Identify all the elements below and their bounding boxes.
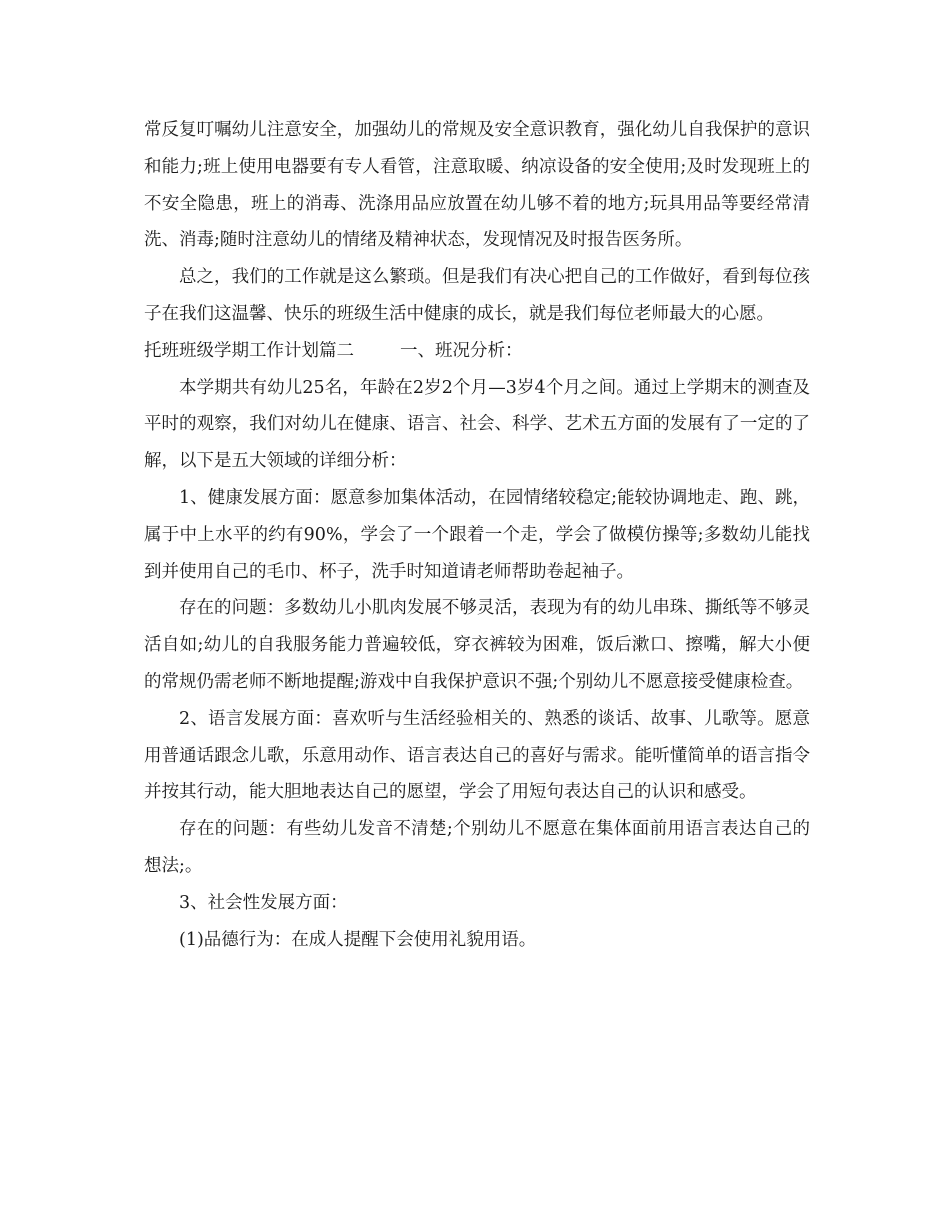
paragraph-safety-reminders: 常反复叮嘱幼儿注意安全，加强幼儿的常规及安全意识教育，强化幼儿自我保护的意识和能力;班上使用电器要有专人看管，注意取暖、纳凉设备的安全使用;及时发现班上的不安全隐患，班上的消毒、洗涤用品应放置在幼儿够不着的地方;玩具用品等要经常清洗、消毒;随时注意幼儿的情绪及精神状态，发现情况及时报告医务所。	[144, 120, 810, 251]
paragraph-class-overview: 本学期共有幼儿25名，年龄在2岁2个月—3岁4个月之间。通过上学期末的测查及平时的观察，我们对幼儿在健康、语言、社会、科学、艺术五方面的发展有了一定的了解，以下是五大领域的详细分析：	[144, 377, 810, 472]
paragraph-social-heading: 3、社会性发展方面：	[179, 892, 348, 913]
section-title: 托班班级学期工作计划篇二	[144, 340, 354, 361]
paragraph-health-development: 1、健康发展方面：愿意参加集体活动，在园情绪较稳定;能较协调地走、跑、跳，属于中上水平的约有90%，学会了一个跟着一个走，学会了做模仿操等;多数幼儿能找到并使用自己的毛巾、杯子，洗手时知道请老师帮助卷起袖子。	[144, 487, 810, 582]
paragraph-health-problems: 存在的问题：多数幼儿小肌肉发展不够灵活，表现为有的幼儿串珠、撕纸等不够灵活自如;幼儿的自我服务能力普遍较低，穿衣裤较为困难，饭后漱口、擦嘴，解大小便的常规仍需老师不断地提醒;游戏中自我保护意识不强;个别幼儿不愿意接受健康检查。	[144, 598, 810, 692]
section-subtitle: 一、班况分析：	[400, 340, 523, 361]
paragraph-conclusion: 总之，我们的工作就是这么繁琐。但是我们有决心把自己的工作做好，看到每位孩子在我们这温馨、快乐的班级生活中健康的成长，就是我们每位老师最大的心愿。	[144, 267, 810, 324]
paragraph-language-problems: 存在的问题：有些幼儿发音不清楚;个别幼儿不愿意在集体面前用语言表达自己的想法;。	[144, 819, 810, 876]
document-body	[144, 112, 810, 958]
paragraph-language-development: 2、语言发展方面：喜欢听与生活经验相关的、熟悉的谈话、故事、儿歌等。愿意用普通话跟念儿歌，乐意用动作、语言表达自己的喜好与需求。能听懂简单的语言指令并按其行动，能大胆地表达自己的愿望，学会了用短句表达自己的认识和感受。	[144, 708, 810, 803]
section-heading	[144, 333, 810, 370]
paragraph-moral-behavior: (1)品德行为：在成人提醒下会使用礼貌用语。	[179, 929, 537, 950]
